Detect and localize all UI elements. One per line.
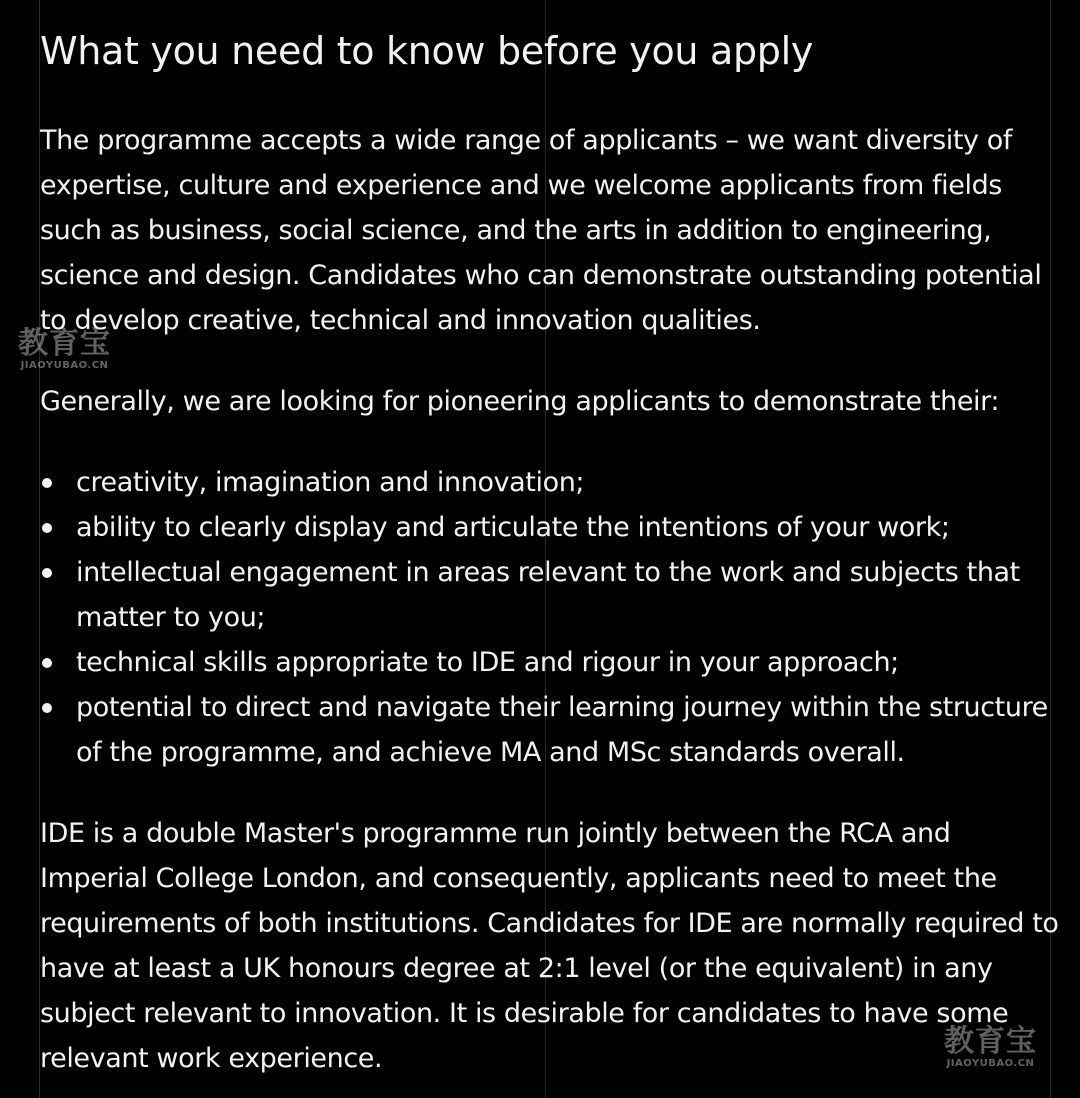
criteria-list-item: ability to clearly display and articulate the intentions of your work; [40,505,1060,550]
criteria-list [40,460,1060,775]
watermark-logo-text: 教育宝 [18,326,111,361]
requirements-paragraph: IDE is a double Master's programme run jointly between the RCA and Imperial College London, and consequently, applicants need to meet the requirements of both institutions. Candidates for IDE are normally required to have at least a UK honours degree at 2:1 level (or the equivalent) in any subject relevant to innovation. It is desirable for candidates to have some relevant work experience. [40,818,1059,1074]
watermark-domain: JIAOYUBAO.CN [20,360,109,371]
page-title: What you need to know before you apply [40,29,814,73]
criteria-list-item: intellectual engagement in areas relevant to the work and subjects that matter to you; [40,550,1060,640]
article-content [40,28,1060,1081]
criteria-lead-paragraph: Generally, we are looking for pioneering applicants to demonstrate their: [40,386,1000,417]
criteria-list-item: potential to direct and navigate their learning journey within the structure of the programme, and achieve MA and MSc standards overall. [40,685,1060,775]
criteria-list-item: technical skills appropriate to IDE and rigour in your approach; [40,640,1060,685]
intro-paragraph: The programme accepts a wide range of applicants – we want diversity of expertise, culture and experience and we welcome applicants from fields such as business, social science, and the arts in addition to engineering, science and design. Candidates who can demonstrate outstanding potential to develop creative, technical and innovation qualities. [40,125,1042,336]
watermark-domain: JIAOYUBAO.CN [946,1058,1035,1069]
watermark-logo-text: 教育宝 [944,1024,1037,1059]
criteria-list-item: creativity, imagination and innovation; [40,460,1060,505]
